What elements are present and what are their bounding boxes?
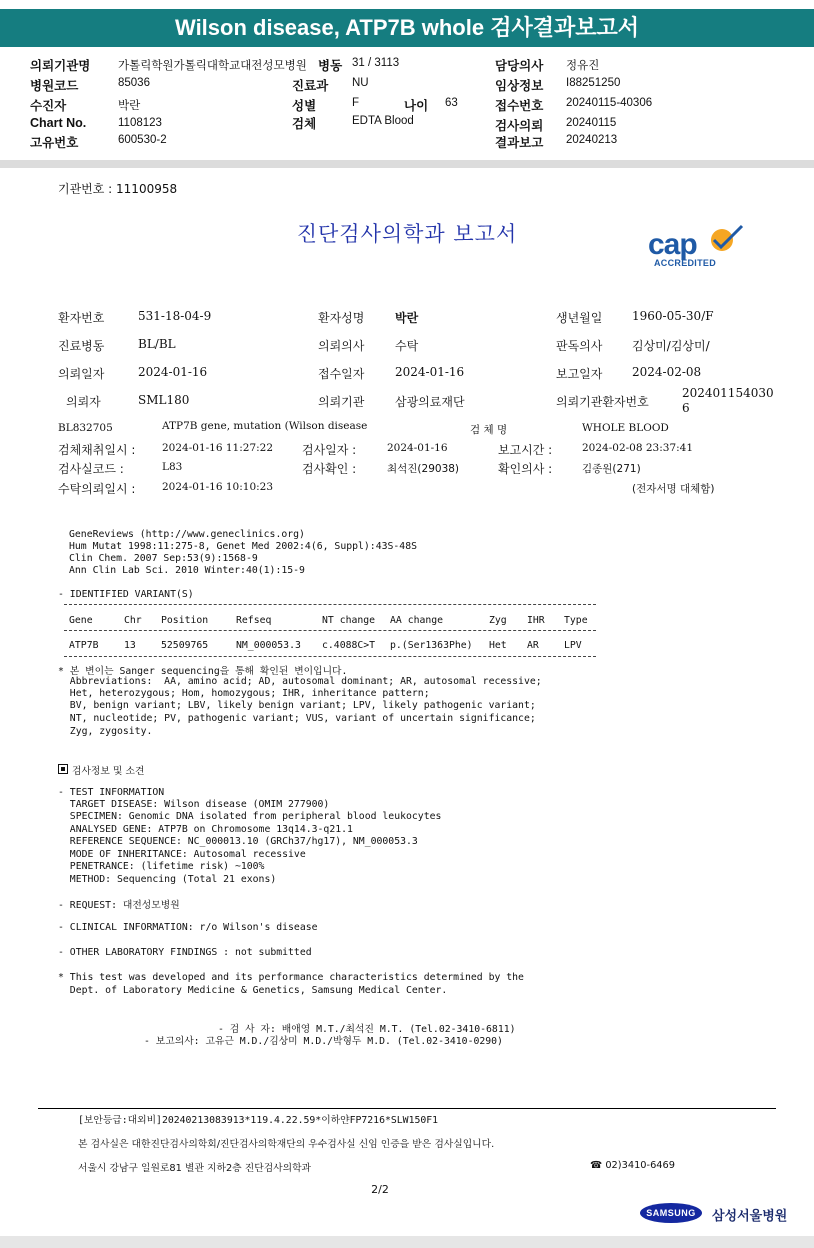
label-test-confirm: 검사확인 : — [302, 462, 357, 476]
value-requesting-org: 가톨릭학원가톨릭대학교대전성모병원 — [118, 60, 307, 72]
table-rule-bottom — [64, 656, 596, 657]
cell-refseq: NM_000053.3 — [236, 640, 301, 651]
clinical-information-line: - CLINICAL INFORMATION: r/o Wilson's disease — [58, 922, 318, 933]
column-header-refseq: Refseq — [236, 615, 272, 626]
footer-rule — [38, 1108, 776, 1109]
value-chart-no: 1108123 — [118, 117, 162, 129]
label-department: 진료과 — [292, 79, 329, 93]
label-requesting-doctor: 의뢰의사 — [318, 339, 365, 353]
column-header-nt-change: NT change — [322, 615, 376, 626]
label-ward: 병동 — [318, 59, 343, 73]
test-info-line: TARGET DISEASE: Wilson disease (OMIM 277900) — [58, 799, 330, 810]
value-reading-doctor: 김상미/김상미/ — [632, 339, 710, 353]
section-title: 검사정보 및 소견 — [72, 766, 145, 777]
reference-line: Clin Chem. 2007 Sep:53(9):1568-9 — [69, 553, 258, 564]
label-receipt-date: 접수일자 — [318, 367, 365, 381]
label-accession-no: 접수번호 — [495, 99, 544, 113]
value-accession-no: 20240115-40306 — [566, 97, 653, 109]
note-line: Het, heterozygous; Hom, homozygous; IHR, inheritance pattern; — [58, 688, 430, 699]
label-hospital-code: 병원코드 — [30, 79, 79, 93]
test-info-line: REFERENCE SEQUENCE: NC_000013.10 (GRCh37/hg17), NM_000053.3 — [58, 836, 418, 847]
value-institution-patient-no-line1: 202401154030 — [682, 386, 774, 400]
value-attending-doctor: 정유진 — [566, 60, 600, 72]
value-dob: 1960-05-30/F — [632, 309, 714, 323]
label-reading-doctor: 판독의사 — [556, 339, 603, 353]
cap-accredited-logo — [648, 228, 717, 268]
value-receipt-date: 2024-01-16 — [395, 365, 465, 379]
value-age: 63 — [445, 97, 458, 109]
label-test-request: 검사의뢰 — [495, 119, 544, 133]
cell-type: LPV — [564, 640, 582, 651]
note-line: * 본 변이는 Sanger sequencing을 통해 확인된 변이입니다. — [58, 666, 348, 677]
test-info-line: SPECIMEN: Genomic DNA isolated from peripheral blood leukocytes — [58, 811, 442, 822]
disclaimer-line: * This test was developed and its performance characteristics determined by the — [58, 972, 524, 983]
label-attending-doctor: 담당의사 — [495, 59, 544, 73]
cell-aa-change: p.(Ser1363Phe) — [390, 640, 473, 651]
cell-nt-change: c.4088C>T — [322, 640, 376, 651]
value-requesting-institution: 삼광의료재단 — [395, 395, 465, 409]
value-patient-name: 박란 — [395, 311, 419, 325]
label-patient-name: 환자성명 — [318, 311, 365, 325]
page-number: 2/2 — [371, 1183, 389, 1196]
value-ward: 31 / 3113 — [352, 57, 400, 69]
cell-chr: 13 — [124, 640, 136, 651]
lab-address: 서울시 강남구 일원로81 별관 지하2층 진단검사의학과 — [78, 1163, 312, 1174]
column-header-chr: Chr — [124, 615, 142, 626]
request-line: - REQUEST: 대전성모병원 — [58, 900, 180, 911]
reference-line: GeneReviews (http://www.geneclinics.org) — [69, 529, 305, 540]
note-line: Zyg, zygosity. — [58, 726, 153, 737]
value-test-confirm: 최석진(29038) — [387, 463, 460, 475]
agency-number: 기관번호 : 11100958 — [58, 182, 178, 196]
cap-logo-text: cap — [648, 228, 697, 261]
section-marker-icon — [58, 764, 68, 774]
column-header-type: Type — [564, 615, 588, 626]
test-info-line: METHOD: Sequencing (Total 21 exons) — [58, 874, 277, 885]
table-rule-top — [64, 604, 596, 605]
column-header-zyg: Zyg — [489, 615, 507, 626]
cell-gene: ATP7B — [69, 640, 99, 651]
value-test-date: 2024-01-16 — [387, 442, 448, 454]
header-divider — [0, 160, 814, 168]
label-chart-no: Chart No. — [30, 116, 87, 130]
label-collection-time: 검체채취일시 : — [58, 443, 136, 457]
disclaimer-line: Dept. of Laboratory Medicine & Genetics, Samsung Medical Center. — [58, 985, 448, 996]
label-ward-2: 진료병동 — [58, 339, 105, 353]
report-title: 진단검사의학과 보고서 — [296, 222, 518, 246]
note-line: BV, benign variant; LBV, likely benign variant; LPV, likely pathogenic variant; — [58, 700, 536, 711]
reference-line: Hum Mutat 1998:11:275-8, Genet Med 2002:4(6, Suppl):43S-48S — [69, 541, 417, 552]
value-institution-patient-no-line2: 6 — [682, 401, 690, 415]
page-bottom-divider — [0, 1236, 814, 1248]
test-info-line: MODE OF INHERITANCE: Autosomal recessive — [58, 849, 306, 860]
value-specimen: EDTA Blood — [352, 115, 414, 127]
note-line: NT, nucleotide; PV, pathogenic variant; VUS, variant of uncertain significance; — [58, 713, 536, 724]
label-test-date: 검사일자 : — [302, 443, 357, 457]
label-age: 나이 — [404, 99, 429, 113]
cell-zyg: Het — [489, 640, 507, 651]
label-requesting-org: 의뢰기관명 — [30, 59, 91, 73]
signer-examiner: - 검 사 자: 배애영 M.T./최석진 M.T. (Tel.02-3410-6811) — [218, 1024, 516, 1035]
value-requester: SML180 — [138, 393, 190, 407]
value-requesting-doctor: 수탁 — [395, 339, 419, 353]
label-confirm-doctor: 확인의사 : — [498, 462, 553, 476]
value-request-date: 2024-01-16 — [138, 365, 208, 379]
value-clinical-info: I88251250 — [566, 77, 621, 89]
lab-telephone: ☎ 02)3410-6469 — [590, 1160, 676, 1171]
label-institution-patient-no: 의뢰기관환자번호 — [556, 395, 649, 409]
value-lab-code: L83 — [162, 461, 183, 473]
value-confirm-doctor: 김종원(271) — [582, 463, 641, 475]
other-findings-line: - OTHER LABORATORY FINDINGS : not submitted — [58, 947, 312, 958]
column-header-ihr: IHR — [527, 615, 545, 626]
value-sex: F — [352, 97, 360, 109]
column-header-aa-change: AA change — [390, 615, 444, 626]
value-unique-no: 600530-2 — [118, 134, 167, 146]
label-report-date: 보고일자 — [556, 367, 603, 381]
value-specimen-name: WHOLE BLOOD — [582, 422, 669, 434]
label-accept-time: 수탁의뢰일시 : — [58, 482, 136, 496]
label-dob: 생년월일 — [556, 311, 603, 325]
test-info-line: - TEST INFORMATION — [58, 787, 165, 798]
label-lab-code: 검사실코드 : — [58, 462, 124, 476]
signer-report-doctor: - 보고의사: 고유근 M.D./김상미 M.D./박형두 M.D. (Tel.02-3410-0290) — [144, 1036, 503, 1047]
report-banner-title: Wilson disease, ATP7B whole 검사결과보고서 — [0, 9, 814, 47]
reference-line: Ann Clin Lab Sci. 2010 Winter:40(1):15-9 — [69, 565, 305, 576]
value-patient-no: 531-18-04-9 — [138, 309, 212, 323]
value-collection-time: 2024-01-16 11:27:22 — [162, 442, 274, 454]
test-info-line: ANALYSED GENE: ATP7B on Chromosome 13q14.3-q21.1 — [58, 824, 353, 835]
label-request-date: 의뢰일자 — [58, 367, 105, 381]
label-specimen-name: 검 체 명 — [470, 424, 508, 436]
label-requesting-institution: 의뢰기관 — [318, 395, 365, 409]
value-department: NU — [352, 77, 369, 89]
section-test-info-heading — [58, 763, 144, 777]
test-code: BL832705 — [58, 422, 113, 434]
certification-note: 본 검사실은 대한진단검사의학회/진단검사의학재단의 우수검사실 신임 인증을 받은 검사실입니다. — [78, 1139, 495, 1150]
label-unique-no: 고유번호 — [30, 136, 79, 150]
label-requester: 의뢰자 — [66, 395, 101, 409]
esign-note: (전자서명 대체함) — [632, 483, 715, 495]
variants-heading: - IDENTIFIED VARIANT(S) — [58, 589, 194, 600]
label-specimen: 검체 — [292, 117, 317, 131]
label-report-time: 보고시간 : — [498, 443, 553, 457]
value-report-time: 2024-02-08 23:37:41 — [582, 442, 694, 454]
value-hospital-code: 85036 — [118, 77, 150, 89]
value-accept-time: 2024-01-16 10:10:23 — [162, 481, 274, 493]
label-patient: 수진자 — [30, 99, 67, 113]
value-report-date: 2024-02-08 — [632, 365, 702, 379]
column-header-gene: Gene — [69, 615, 93, 626]
label-clinical-info: 임상정보 — [495, 79, 544, 93]
cell-ihr: AR — [527, 640, 539, 651]
value-result-report: 20240213 — [566, 134, 618, 146]
note-line: Abbreviations: AA, amino acid; AD, autosomal dominant; AR, autosomal recessive; — [58, 676, 542, 687]
security-stamp: [보안등급:대외비]20240213083913*119.4.22.59*이하얀FP7216*SLW150F1 — [78, 1115, 439, 1126]
cap-checkmark-icon — [706, 224, 746, 256]
column-header-position: Position — [161, 615, 209, 626]
cell-position: 52509765 — [161, 640, 209, 651]
hospital-logo-text: 삼성서울병원 — [712, 1209, 788, 1224]
value-test-request: 20240115 — [566, 117, 617, 129]
table-rule-mid — [64, 630, 596, 631]
samsung-logo: SAMSUNG — [640, 1203, 702, 1223]
label-sex: 성별 — [292, 99, 317, 113]
value-patient: 박란 — [118, 100, 141, 112]
label-result-report: 결과보고 — [495, 136, 544, 150]
label-patient-no: 환자번호 — [58, 311, 105, 325]
test-info-line: PENETRANCE: (lifetime risk) ~100% — [58, 861, 265, 872]
cap-accredited-text: ACCREDITED — [654, 258, 717, 268]
value-ward-2: BL/BL — [138, 337, 176, 351]
test-name: ATP7B gene, mutation (Wilson disease — [162, 420, 368, 432]
